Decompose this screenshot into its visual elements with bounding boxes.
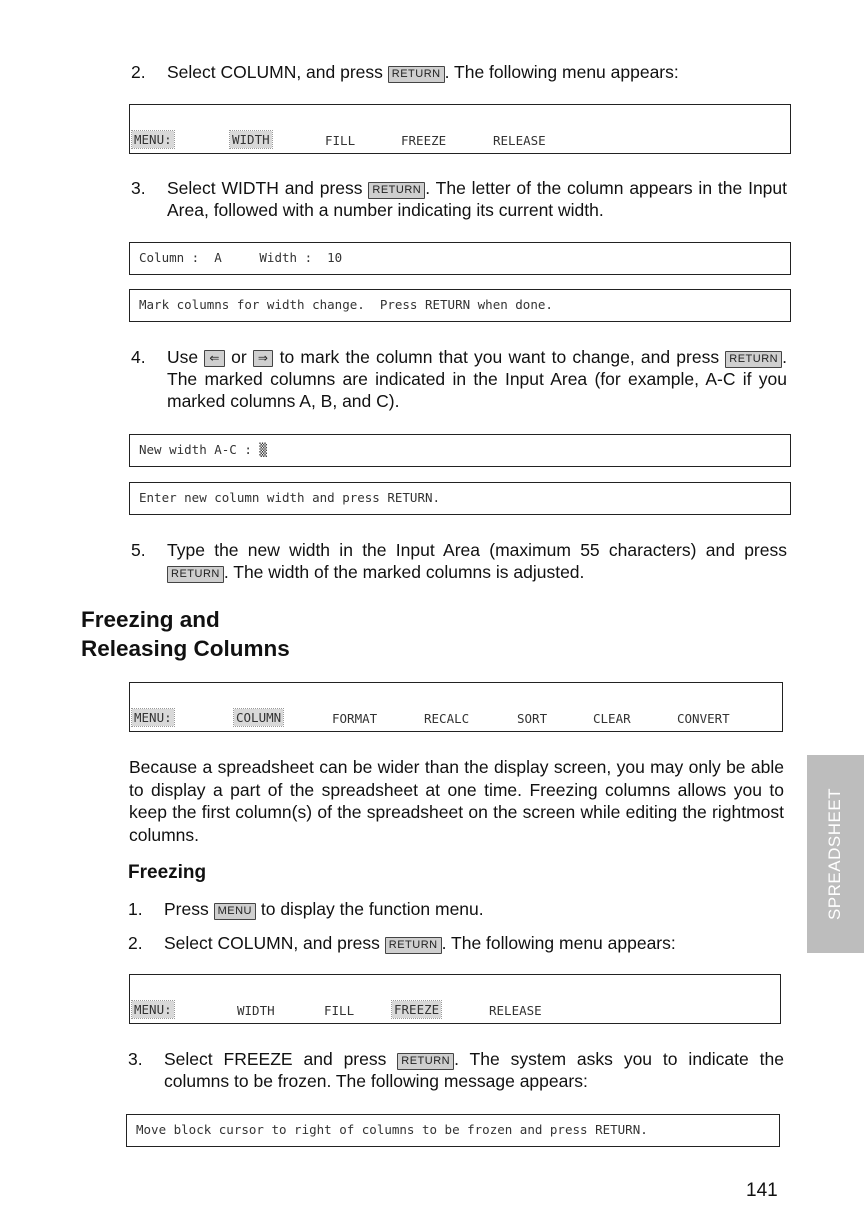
menu-item-release: RELEASE bbox=[493, 133, 546, 148]
menu-key: MENU bbox=[214, 903, 256, 920]
step-text: to mark the column that you want to change, and press bbox=[273, 347, 726, 367]
menu-item-fill: FILL bbox=[324, 1003, 355, 1018]
freeze-step-3 bbox=[128, 1048, 784, 1094]
function-menu-column bbox=[129, 974, 781, 1024]
input-area bbox=[129, 242, 791, 275]
message-text: Mark columns for width change. Press RETURN when done. bbox=[139, 297, 553, 312]
menu-item-convert: CONVERT bbox=[677, 711, 730, 726]
step-text: Select FREEZE and press bbox=[164, 1049, 398, 1069]
menu-item-format: FORMAT bbox=[332, 711, 378, 726]
step-text: . The marked columns are indicated in the Input Area (for example, A-C if you marked columns A, B, and C). bbox=[167, 347, 787, 411]
step-number: 3. bbox=[128, 1049, 143, 1069]
step-text: Select WIDTH and press bbox=[167, 178, 369, 198]
left-arrow-key-icon: ⇐ bbox=[204, 350, 225, 367]
step-number: 2. bbox=[128, 933, 143, 953]
step-text: to display the function menu. bbox=[256, 899, 484, 919]
heading-line: Freezing and bbox=[81, 607, 220, 632]
menu-item-clear: CLEAR bbox=[593, 711, 631, 726]
return-key: RETURN bbox=[397, 1053, 454, 1070]
input-text: Column : A Width : 10 bbox=[139, 250, 343, 265]
subheading-freezing: Freezing bbox=[128, 862, 207, 883]
function-menu-main bbox=[129, 682, 783, 732]
input-text: New width A-C : bbox=[139, 442, 260, 457]
return-key: RETURN bbox=[368, 182, 425, 199]
section-tab-spreadsheet bbox=[807, 755, 864, 953]
step-text: Select COLUMN, and press bbox=[164, 933, 385, 953]
menu-item-fill: FILL bbox=[325, 133, 356, 148]
step-text: . The following menu appears: bbox=[444, 62, 679, 82]
step-text: Press bbox=[164, 899, 214, 919]
menu-label: MENU: bbox=[134, 710, 172, 725]
menu-item-freeze: FREEZE bbox=[401, 133, 447, 148]
menu-label: MENU: bbox=[134, 1002, 172, 1017]
cursor-icon: ▒ bbox=[259, 442, 267, 457]
return-key: RETURN bbox=[167, 566, 224, 583]
step-number: 1. bbox=[128, 899, 143, 919]
menu-item-release: RELEASE bbox=[489, 1003, 542, 1018]
page-number: 141 bbox=[746, 1180, 778, 1201]
function-menu-column bbox=[129, 104, 791, 154]
menu-item-width: WIDTH bbox=[232, 132, 270, 147]
section-heading bbox=[81, 605, 290, 663]
message-area bbox=[126, 1114, 780, 1147]
step-text: . The letter of the column appears in the Input Area, followed with a number indicating its current width. bbox=[167, 178, 788, 220]
section-tab-label: SPREADSHEET bbox=[825, 787, 845, 921]
step-5-type-width bbox=[131, 539, 787, 585]
return-key: RETURN bbox=[385, 937, 442, 954]
menu-item-recalc: RECALC bbox=[424, 711, 470, 726]
step-text: or bbox=[224, 347, 253, 367]
step-text: . The following menu appears: bbox=[441, 933, 676, 953]
step-text: Use bbox=[167, 347, 205, 367]
step-text: . The width of the marked columns is adjusted. bbox=[223, 562, 585, 582]
menu-item-sort: SORT bbox=[517, 711, 548, 726]
step-number: 2. bbox=[131, 62, 146, 82]
step-3-select-width bbox=[131, 177, 787, 223]
intro-paragraph: Because a spreadsheet can be wider than the display screen, you may only be able to display a part of the spreadsheet at one time. Freezing columns allows you to keep the first column(s) of the spreadsheet on the screen while editing the rightmost columns. bbox=[129, 757, 784, 845]
menu-item-width: WIDTH bbox=[237, 1003, 275, 1018]
menu-item-column: COLUMN bbox=[236, 710, 282, 725]
step-text: Type the new width in the Input Area (maximum 55 characters) and press bbox=[167, 540, 787, 560]
step-text: . The system asks you to indicate the columns to be frozen. The following message appears: bbox=[164, 1049, 784, 1091]
message-area bbox=[129, 482, 791, 515]
step-number: 5. bbox=[131, 540, 146, 560]
right-arrow-key-icon: ⇒ bbox=[253, 350, 274, 367]
menu-item-freeze: FREEZE bbox=[394, 1002, 440, 1017]
input-area bbox=[129, 434, 791, 467]
message-area bbox=[129, 289, 791, 322]
message-text: Move block cursor to right of columns to be frozen and press RETURN. bbox=[136, 1122, 648, 1137]
return-key: RETURN bbox=[725, 351, 782, 368]
step-4-mark-columns bbox=[131, 346, 787, 416]
heading-line: Releasing Columns bbox=[81, 636, 290, 661]
step-text: Select COLUMN, and press bbox=[167, 62, 388, 82]
message-text: Enter new column width and press RETURN. bbox=[139, 490, 441, 505]
step-number: 3. bbox=[131, 178, 146, 198]
menu-label: MENU: bbox=[134, 132, 172, 147]
return-key: RETURN bbox=[388, 66, 445, 83]
step-number: 4. bbox=[131, 347, 146, 367]
